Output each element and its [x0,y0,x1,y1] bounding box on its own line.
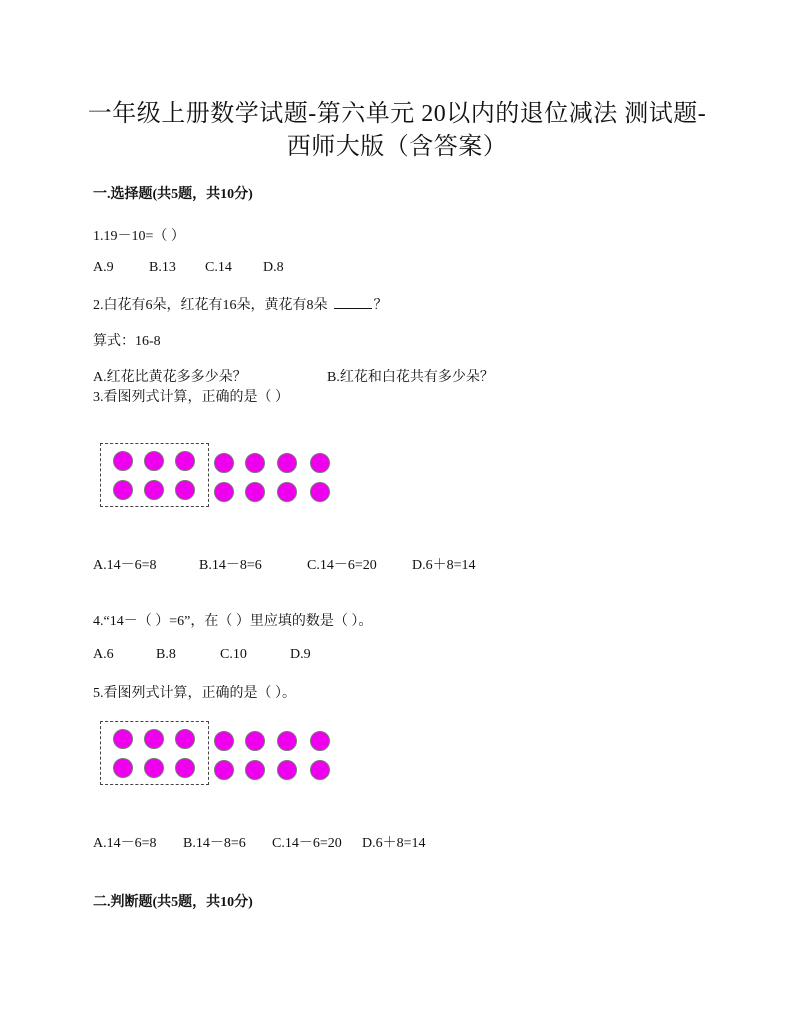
section-heading-choice: 一.选择题(共5题，共10分) [93,187,253,202]
q3-option-b: B.14－8=6 [199,558,262,573]
q4-option-a: A.6 [93,647,114,662]
question-2-text: 2.白花有6朵，红花有16朵，黄花有8朵 [93,298,328,313]
q1-option-d: D.8 [263,260,284,275]
dot [214,731,234,751]
q5-option-d: D.6＋8=14 [362,836,426,851]
answer-blank [334,296,372,309]
question-3-text: 3.看图列式计算，正确的是（ ） [93,390,289,405]
dot [245,760,265,780]
q3-option-d: D.6＋8=14 [412,558,476,573]
dot [310,482,330,502]
dot [214,760,234,780]
dot [245,453,265,473]
dot [144,758,164,778]
dot [277,453,297,473]
question-2-option-b: B.红花和白花共有多少朵？ [327,370,494,385]
question-3-options [93,554,476,574]
q1-option-c: C.14 [205,260,232,275]
q5-option-b: B.14－8=6 [183,836,246,851]
q5-option-a: A.14－6=8 [93,836,157,851]
question-5-options [93,832,426,852]
question-4-text: 4.“14－（ ）=6”，在（ ）里应填的数是（ ）。 [93,614,373,629]
dot [175,451,195,471]
dot [245,731,265,751]
dot [175,758,195,778]
q1-option-b: B.13 [149,260,176,275]
dot [277,731,297,751]
dot [113,758,133,778]
dot [310,731,330,751]
dot [310,760,330,780]
dot [214,453,234,473]
q4-option-d: D.9 [290,647,311,662]
question-4-options [93,647,311,663]
dot [310,453,330,473]
dot [277,760,297,780]
q4-option-b: B.8 [156,647,176,662]
question-2-line [93,294,388,314]
dot [113,480,133,500]
dot [214,482,234,502]
question-2-suffix: ？ [373,298,388,313]
dot [144,451,164,471]
q3-option-c: C.14－6=20 [307,558,377,573]
dot [144,729,164,749]
q4-option-c: C.10 [220,647,247,662]
q1-option-a: A.9 [93,260,114,275]
question-5-text: 5.看图列式计算，正确的是（ ）。 [93,686,296,701]
dot [175,729,195,749]
dot [175,480,195,500]
q5-option-c: C.14－6=20 [272,836,342,851]
dot [277,482,297,502]
question-2-formula: 算式：16-8 [93,334,161,349]
page-title-line-1: 一年级上册数学试题-第六单元 20以内的退位减法 测试题- [87,101,707,127]
question-2-option-a: A.红花比黄花多多少朵？ [93,370,247,385]
question-1-options [93,260,284,276]
question-1-text: 1.19－10=（ ） [93,229,185,244]
section-heading-judgement: 二.判断题(共5题，共10分) [93,895,253,910]
q3-option-a: A.14－6=8 [93,558,157,573]
page-title-line-2: 西师大版（含答案） [286,134,508,160]
dot [144,480,164,500]
dot [245,482,265,502]
dot [113,451,133,471]
dot [113,729,133,749]
